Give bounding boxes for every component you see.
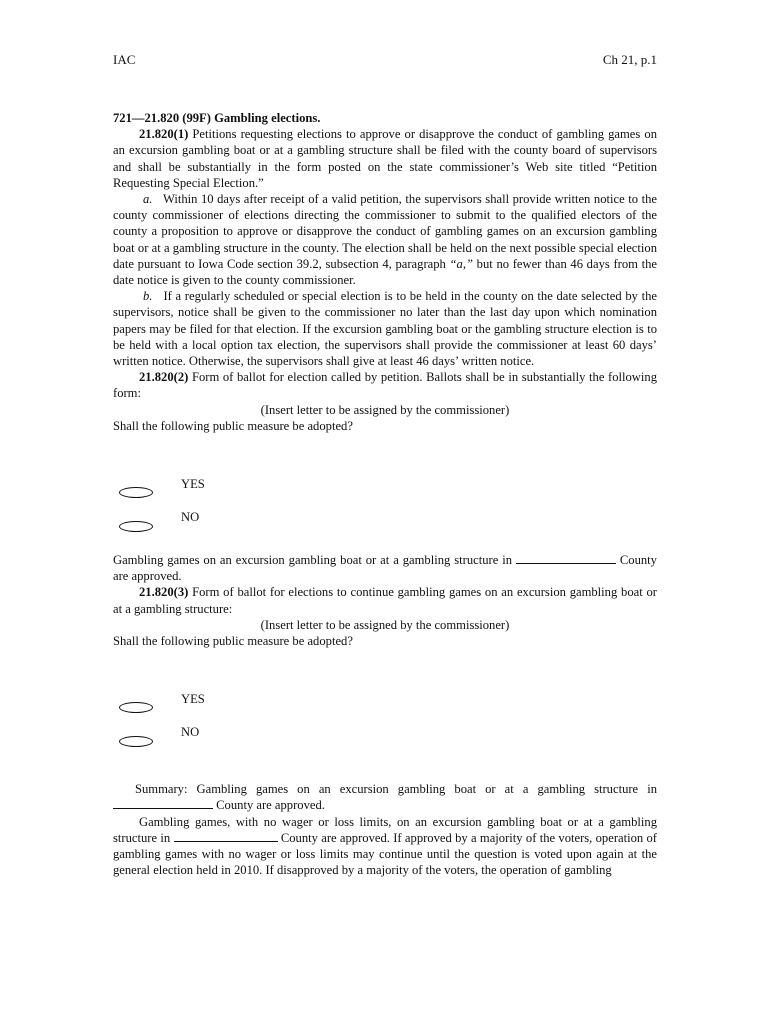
subrule-2 [113, 369, 657, 401]
final-paragraph [113, 814, 657, 879]
paragraph-b [113, 288, 657, 369]
subrule-3-text: Form of ballot for elections to continue gambling games on an excursion gambling boat or at a gambling structure: [113, 585, 657, 616]
ballot-options-1 [113, 434, 657, 552]
measure-1 [113, 552, 657, 584]
county-blank-1 [516, 552, 616, 564]
yes-oval-1[interactable] [119, 487, 153, 498]
subrule-3 [113, 584, 657, 616]
summary [113, 781, 657, 813]
subrule-1 [113, 126, 657, 191]
measure-1-text-b: County are approved. [113, 553, 657, 584]
rule-content [113, 110, 657, 879]
paragraph-b-text: If a regularly scheduled or special election is to be held in the county on the date selected by the supervisors, notice shall be given to the commissioner no later than the last day upon which nomination papers may be filed for that election. If the excursion gambling boat or the gambling structure election is to be held with a local option tax election, the supervisors shall provide the commissioner at least 60 days’ written notice. Otherwise, the supervisors shall give at least 46 days’ written notice. [113, 289, 657, 369]
paragraph-a-text-1: Within 10 days after receipt of a valid petition, the supervisors shall provide written notice to the county commissioner of elections directing the commissioner to submit to the qualified electors of the county a proposition to approve or disapprove the conduct of gambling games on an excursion gambling boat or at a gambling structure in the county. The election shall be held on the next possible special election date pursuant to Iowa Code section 39.2, subsection 4, paragraph [113, 192, 658, 271]
header-right: Ch 21, p.1 [602, 52, 657, 67]
subrule-3-number: 21.820(3) [139, 585, 189, 600]
summary-text-a: Summary: Gambling games on an excursion gambling boat or at a gambling structure in [135, 782, 657, 797]
header-left: IAC [113, 52, 136, 67]
summary-text-b: County are approved. [216, 798, 325, 813]
insert-letter-note-1: (Insert letter to be assigned by the commissioner) [260, 402, 510, 417]
final-text-b: County are approved. If approved by a majority of the voters, operation of gambling games with no wager or loss limits may continue until the question is voted upon again at the general election held in 2010. If disapproved by a majority of the voters, the operation of gambling [113, 830, 657, 878]
no-label-2: NO [181, 725, 200, 740]
paragraph-a [113, 191, 657, 288]
rule-title: 721—21.820 (99F) Gambling elections. [113, 111, 321, 125]
yes-label-1: YES [181, 477, 205, 492]
measure-1-text-a: Gambling games on an excursion gambling boat or at a gambling structure in [113, 553, 513, 568]
subrule-2-number: 21.820(2) [139, 370, 189, 385]
yes-label-2: YES [181, 692, 205, 707]
no-oval-1[interactable] [119, 521, 153, 532]
paragraph-a-text-2: but no fewer than 46 days from the date notice is given to the county commissioner. [113, 256, 657, 288]
ballot-options-2 [113, 649, 657, 769]
no-label-1: NO [181, 510, 200, 525]
yes-oval-2[interactable] [119, 702, 153, 713]
insert-letter-note-2: (Insert letter to be assigned by the commissioner) [260, 617, 510, 632]
final-text-a: Gambling games, with no wager or loss limits, on an excursion gambling boat or at a gambling structure in [113, 814, 657, 845]
subrule-1-text: Petitions requesting elections to approve or disapprove the conduct of gambling games on an excursion gambling boat or at a gambling structure shall be filed with the county board of supervisors and shall be substantially in the form posted on the state commissioner’s Web site titled “Petition Requesting Special Election.” [113, 127, 657, 190]
subrule-1-number: 21.820(1) [139, 127, 189, 142]
county-blank-3 [174, 830, 278, 842]
subrule-2-text: Form of ballot for election called by petition. Ballots shall be in substantially the following form: [113, 370, 657, 401]
ballot-question-2: Shall the following public measure be adopted? [113, 634, 353, 649]
county-blank-2 [113, 797, 213, 809]
no-oval-2[interactable] [119, 736, 153, 747]
paragraph-b-label: b. [143, 289, 153, 304]
paragraph-a-reference: “a,” [449, 256, 473, 271]
paragraph-a-label: a. [143, 192, 153, 207]
ballot-question-1: Shall the following public measure be adopted? [113, 418, 353, 433]
